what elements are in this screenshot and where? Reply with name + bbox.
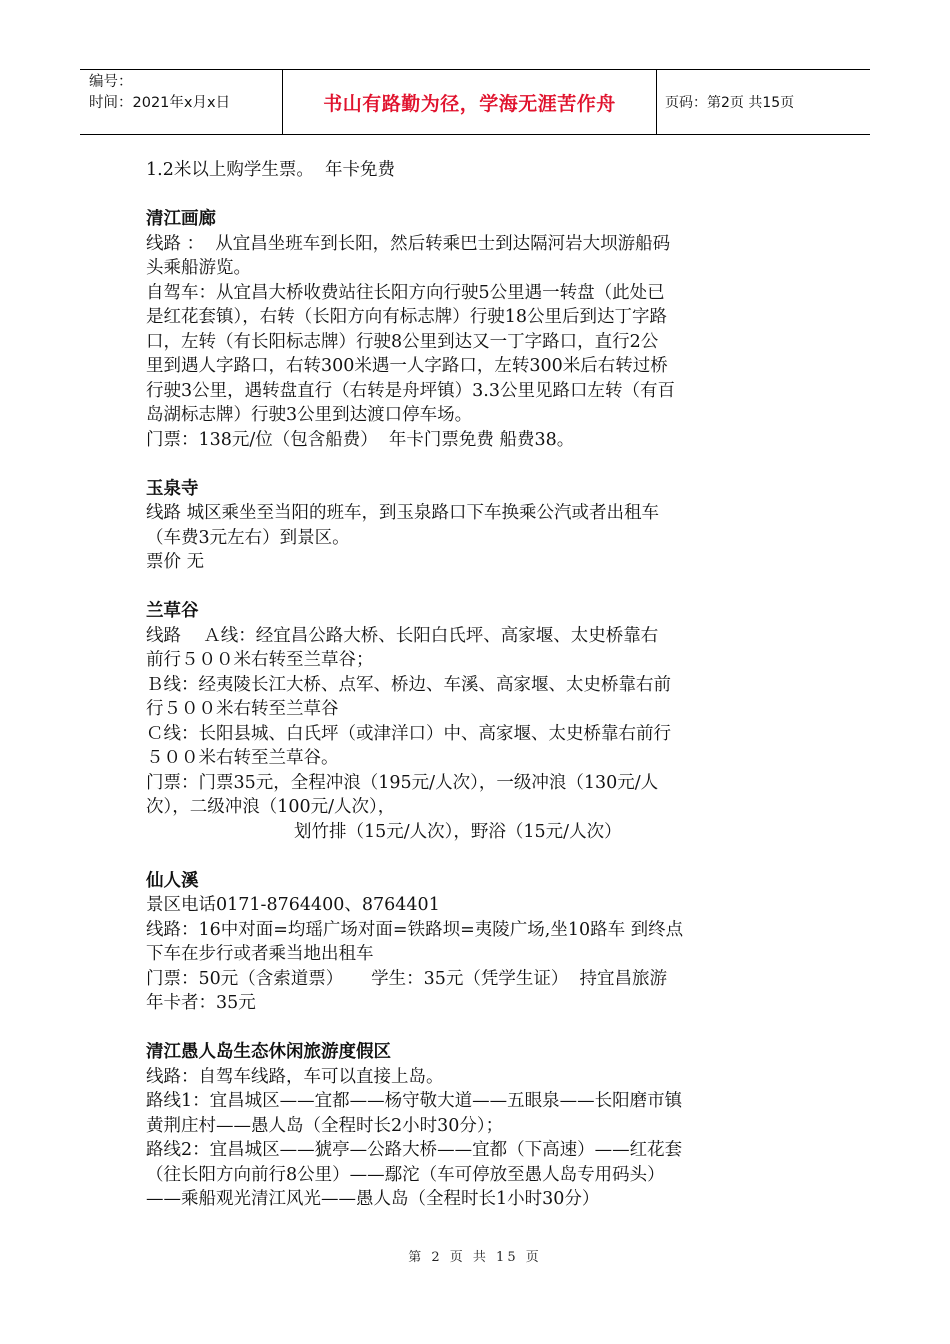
paragraph-line: 门票：50元（含索道票） 学生：35元（凭学生证） 持宜昌旅游 — [146, 968, 667, 989]
document-body — [146, 158, 816, 1212]
paragraph-line: 前行５００米右转至兰草谷； — [146, 650, 374, 670]
paragraph-line: 行驶3公里，遇转盘直行（右转是舟坪镇）3.3公里见路口左转（有百 — [146, 380, 675, 401]
paragraph-line: 行５００米右转至兰草谷 — [146, 699, 339, 719]
paragraph-line: 线路：自驾车线路，车可以直接上岛。 — [146, 1066, 444, 1087]
paragraph-line: 划竹排（15元/人次），野浴（15元/人次） — [294, 821, 622, 842]
doc-code-label: 编号： — [89, 74, 133, 90]
page-footer: 第 2 页 共 15 页 — [408, 1250, 542, 1265]
paragraph-line: 票价 无 — [146, 552, 205, 572]
page-header — [80, 69, 870, 135]
paragraph-line: 线路 城区乘坐至当阳的班车，到玉泉路口下车换乘公汽或者出租车 — [146, 503, 660, 523]
paragraph-line: 路线2：宜昌城区——猇亭—公路大桥——宜都（下高速）——红花套 — [146, 1140, 683, 1160]
paragraph-line: （车费3元左右）到景区。 — [146, 527, 350, 548]
section-title-lancao: 兰草谷 — [146, 601, 199, 621]
paragraph-line: 下车在步行或者乘当地出租车 — [146, 944, 374, 964]
paragraph-line: Ｃ线：长阳县城、白氏坪（或津洋口）中、高家堰、太史桥靠右前行 — [146, 723, 671, 744]
header-page-info: 页码：第2页 共15页 — [665, 95, 795, 111]
paragraph-line: 景区电话0171-8764400、8764401 — [146, 895, 440, 915]
paragraph-line: 自驾车：从宜昌大桥收费站往长阳方向行驶5公里遇一转盘（此处已 — [146, 282, 665, 303]
paragraph-line: 年卡者：35元 — [146, 993, 256, 1013]
section-title-qingjiang: 清江画廊 — [146, 209, 216, 229]
paragraph-line: Ｂ线：经夷陵长江大桥、点军、桥边、车溪、高家堰、太史桥靠右前 — [146, 674, 671, 695]
paragraph-line: 黄荆庄村——愚人岛（全程时长2小时30分）； — [146, 1115, 504, 1136]
intro-text: 1.2米以上购学生票。 年卡免费 — [146, 160, 395, 180]
paragraph-line: 是红花套镇），右转（长阳方向有标志牌）行驶18公里后到达丁字路 — [146, 307, 668, 327]
paragraph-line: ５００米右转至兰草谷。 — [146, 748, 339, 768]
paragraph-line: （往长阳方向前行8公里）——鄢沱（车可停放至愚人岛专用码头） — [146, 1164, 665, 1185]
header-meta — [80, 70, 283, 134]
paragraph-line: 线路 Ａ线：经宜昌公路大桥、长阳白氏坪、高家堰、太史桥靠右 — [146, 625, 659, 646]
paragraph-line: 里到遇人字路口，右转300米遇一人字路口，左转300米后右转过桥 — [146, 356, 668, 376]
paragraph-line: 岛湖标志牌）行驶3公里到达渡口停车场。 — [146, 405, 473, 425]
paragraph-line: 路线1：宜昌城区——宜都——杨守敬大道——五眼泉——长阳磨市镇 — [146, 1091, 683, 1111]
doc-date-label: 时间：2021年x月x日 — [89, 95, 231, 111]
section-title-xianren: 仙人溪 — [146, 870, 199, 891]
paragraph-line: 次），二级冲浪（100元/人次）， — [146, 797, 396, 817]
paragraph-line: 线路：16中对面=均瑶广场对面=铁路坝=夷陵广场,坐10路车 到终点 — [146, 919, 684, 940]
paragraph-line: ——乘船观光清江风光——愚人岛（全程时长1小时30分） — [146, 1189, 600, 1209]
paragraph-line: 线路 ： 从宜昌坐班车到长阳，然后转乘巴士到达隔河岩大坝游船码 — [146, 233, 671, 254]
section-title-yuquan: 玉泉寺 — [146, 478, 199, 499]
paragraph-line: 门票：138元/位（包含船费） 年卡门票免费 船费38。 — [146, 429, 575, 450]
paragraph-line: 口，左转（有长阳标志牌）行驶8公里到达又一丁字路口，直行2公 — [146, 331, 659, 352]
section-title-yuren: 清江愚人岛生态休闲旅游度假区 — [146, 1042, 391, 1062]
paragraph-line: 头乘船游览。 — [146, 258, 251, 278]
header-motto: 书山有路勤为径，学海无涯苦作舟 — [283, 70, 657, 134]
paragraph-line: 门票：门票35元，全程冲浪（195元/人次），一级冲浪（130元/人 — [146, 772, 659, 793]
